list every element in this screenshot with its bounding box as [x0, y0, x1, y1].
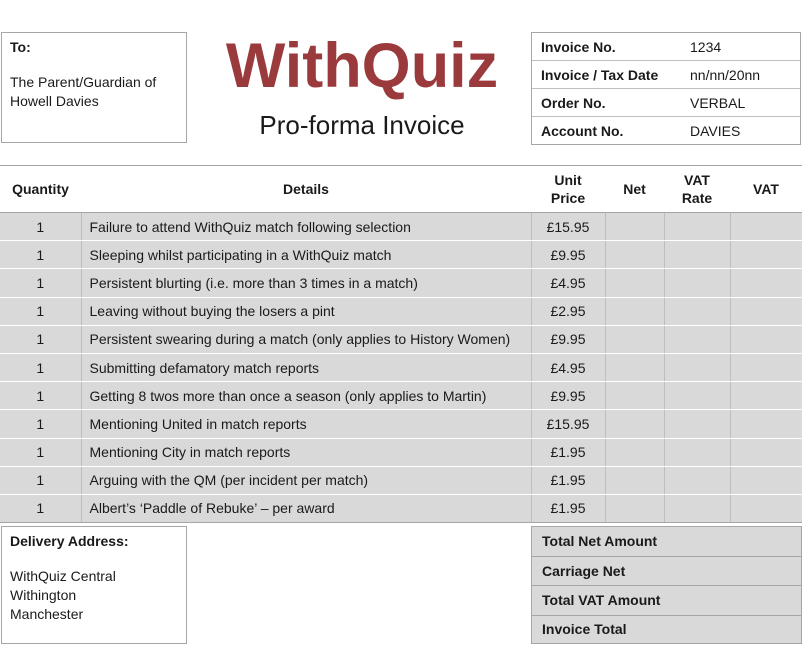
totals-box [531, 526, 802, 644]
meta-row-invoice-no [532, 33, 800, 61]
cell-details: Mentioning United in match reports [81, 410, 531, 438]
header-net: Net [605, 166, 664, 213]
cell-unit-price: £9.95 [531, 382, 605, 410]
cell-net [605, 213, 664, 241]
total-vat-amount: Total VAT Amount [531, 585, 802, 615]
cell-details: Submitting defamatory match reports [81, 353, 531, 381]
meta-label: Account No. [541, 123, 624, 139]
cell-quantity: 1 [0, 297, 81, 325]
cell-unit-price: £4.95 [531, 353, 605, 381]
cell-unit-price: £1.95 [531, 438, 605, 466]
cell-net [605, 241, 664, 269]
meta-value: 1234 [690, 38, 722, 55]
cell-quantity: 1 [0, 325, 81, 353]
cell-quantity: 1 [0, 353, 81, 381]
cell-details: Persistent swearing during a match (only applies to History Women) [81, 325, 531, 353]
table-body [0, 213, 802, 523]
header-details: Details [81, 166, 531, 213]
cell-quantity: 1 [0, 241, 81, 269]
cell-vat [730, 241, 802, 269]
cell-vat [730, 494, 802, 522]
cell-details: Leaving without buying the losers a pint [81, 297, 531, 325]
total-net-amount: Total Net Amount [531, 526, 802, 556]
cell-vat-rate [664, 241, 730, 269]
cell-vat-rate [664, 494, 730, 522]
table-row [0, 382, 802, 410]
table-row [0, 438, 802, 466]
cell-vat-rate [664, 325, 730, 353]
cell-vat-rate [664, 410, 730, 438]
meta-value: VERBAL [690, 94, 746, 111]
meta-label: Invoice No. [541, 38, 616, 55]
header-vat-rate-line2: Rate [681, 190, 713, 206]
brand-logo: WithQuiz [225, 31, 499, 101]
carriage-net: Carriage Net [531, 556, 802, 586]
cell-unit-price: £9.95 [531, 241, 605, 269]
header-unit-price [531, 166, 605, 213]
table-row [0, 269, 802, 297]
cell-vat-rate [664, 438, 730, 466]
cell-details: Mentioning City in match reports [81, 438, 531, 466]
cell-vat [730, 410, 802, 438]
table-header-row [0, 166, 802, 213]
table-row [0, 353, 802, 381]
meta-value: nn/nn/20nn [690, 66, 761, 83]
cell-vat-rate [664, 213, 730, 241]
cell-unit-price: £1.95 [531, 494, 605, 522]
delivery-heading: Delivery Address: [10, 533, 129, 549]
meta-row-order-no [532, 89, 800, 117]
cell-quantity: 1 [0, 466, 81, 494]
cell-net [605, 325, 664, 353]
cell-vat [730, 382, 802, 410]
invoice-meta-box [531, 32, 801, 145]
cell-quantity: 1 [0, 438, 81, 466]
header-quantity: Quantity [0, 166, 81, 213]
document-title: Pro-forma Invoice [259, 110, 465, 140]
meta-row-tax-date [532, 61, 800, 89]
cell-vat-rate [664, 466, 730, 494]
cell-vat [730, 325, 802, 353]
table-row [0, 494, 802, 522]
cell-vat-rate [664, 297, 730, 325]
meta-value: DAVIES [690, 123, 741, 139]
cell-net [605, 494, 664, 522]
cell-details: Persistent blurting (i.e. more than 3 times in a match) [81, 269, 531, 297]
table-row [0, 410, 802, 438]
table-row [0, 297, 802, 325]
cell-unit-price: £15.95 [531, 410, 605, 438]
cell-vat-rate [664, 269, 730, 297]
delivery-address-box [1, 526, 187, 644]
header-vat-rate-line1: VAT [684, 172, 710, 188]
cell-details: Sleeping whilst participating in a WithQuiz match [81, 241, 531, 269]
delivery-line: WithQuiz Central [10, 568, 116, 584]
cell-details: Albert’s ‘Paddle of Rebuke’ – per award [81, 494, 531, 522]
header-unit-price-line2: Price [550, 190, 586, 206]
meta-row-account-no [532, 117, 800, 145]
delivery-line: Withington [10, 587, 77, 603]
cell-quantity: 1 [0, 410, 81, 438]
cell-net [605, 382, 664, 410]
invoice-items-table [0, 165, 802, 523]
header-vat-rate [664, 166, 730, 213]
header-vat: VAT [730, 166, 802, 213]
cell-unit-price: £1.95 [531, 466, 605, 494]
cell-vat [730, 269, 802, 297]
cell-vat [730, 297, 802, 325]
delivery-line: Manchester [10, 606, 84, 622]
meta-label: Order No. [541, 94, 606, 111]
cell-details: Getting 8 twos more than once a season (only applies to Martin) [81, 382, 531, 410]
cell-unit-price: £15.95 [531, 213, 605, 241]
table-row [0, 325, 802, 353]
recipient-box [1, 32, 187, 143]
cell-unit-price: £2.95 [531, 297, 605, 325]
table-row [0, 241, 802, 269]
table-row [0, 466, 802, 494]
cell-net [605, 410, 664, 438]
table-row [0, 213, 802, 241]
cell-details: Failure to attend WithQuiz match following selection [81, 213, 531, 241]
cell-unit-price: £4.95 [531, 269, 605, 297]
cell-vat [730, 438, 802, 466]
cell-net [605, 297, 664, 325]
meta-label: Invoice / Tax Date [541, 66, 659, 83]
recipient-line: The Parent/Guardian of [10, 74, 157, 90]
cell-vat [730, 213, 802, 241]
cell-net [605, 353, 664, 381]
recipient-line: Howell Davies [10, 93, 99, 109]
brand-header [200, 28, 524, 141]
cell-quantity: 1 [0, 494, 81, 522]
cell-vat [730, 466, 802, 494]
recipient-heading: To: [10, 39, 31, 55]
invoice-total: Invoice Total [531, 615, 802, 645]
cell-net [605, 466, 664, 494]
header-unit-price-line1: Unit [554, 172, 582, 188]
cell-details: Arguing with the QM (per incident per match) [81, 466, 531, 494]
cell-quantity: 1 [0, 382, 81, 410]
cell-vat-rate [664, 382, 730, 410]
cell-unit-price: £9.95 [531, 325, 605, 353]
cell-net [605, 438, 664, 466]
cell-net [605, 269, 664, 297]
cell-vat-rate [664, 353, 730, 381]
cell-quantity: 1 [0, 213, 81, 241]
cell-vat [730, 353, 802, 381]
cell-quantity: 1 [0, 269, 81, 297]
